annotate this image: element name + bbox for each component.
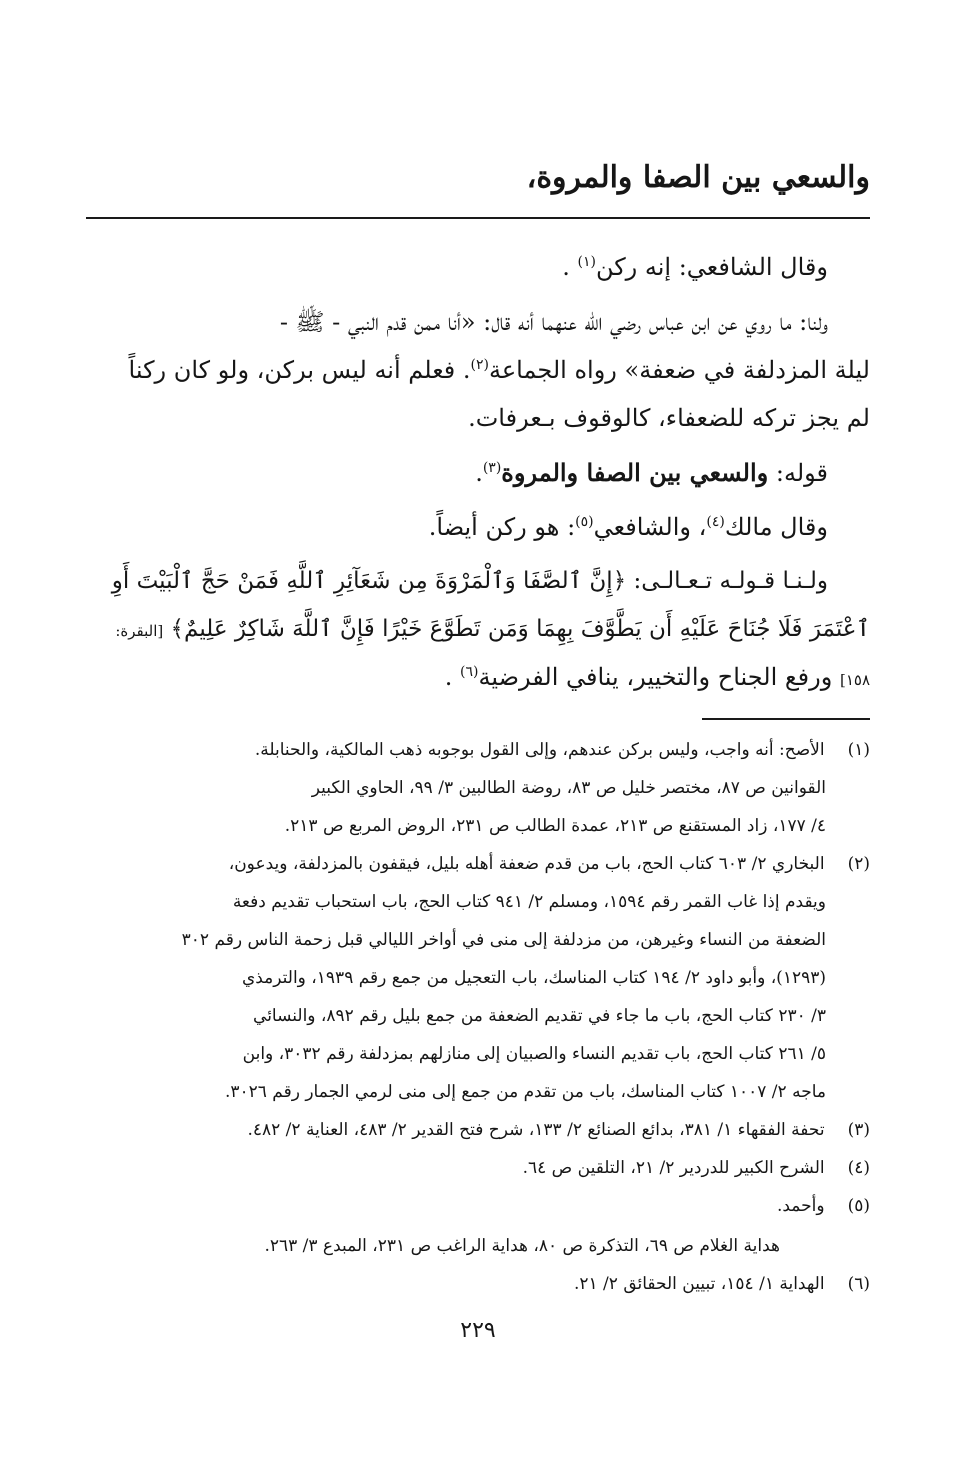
- paragraph-quran-line-1: [80, 557, 870, 605]
- footnote-2-line-6: [80, 1035, 870, 1073]
- footnote-text: ٣/ ٢٣٠ كتاب الحج، باب ما جاء في تقديم الضعفة من جمع بليل رقم ٨٩٢، والنسائي: [253, 1006, 826, 1026]
- body-text: ، والشافعي: [593, 513, 707, 541]
- footnote-text: ويقدم إذا غاب القمر رقم ١٥٩٤، ومسلم ٢/ ٩٤١ كتاب الحج، باب استحباب تقديم دفعة: [232, 892, 826, 912]
- footnote-2-line-7: [80, 1073, 870, 1111]
- footnote-1-line-1: [80, 731, 870, 769]
- footnote-rule: [702, 718, 870, 720]
- footnote-1-line-3: [80, 807, 870, 845]
- body-text: وقال الشافعي: إنه ركن: [595, 253, 828, 281]
- body-text: ولنا: ما روي عن ابن عباس رضي الله عنهما أنه قال: «أنا ممن قدم النبي - ﷺ -: [279, 308, 828, 336]
- footnote-text: القوانين ص ٨٧، مختصر خليل ص ٨٣، روضة الطالبين ٣/ ٩٩، الحاوي الكبير: [311, 778, 826, 798]
- paragraph-evidence-line-3: [80, 394, 870, 442]
- body-text: ليلة المزدلفة في ضعفة» رواه الجماعة: [488, 356, 870, 384]
- footnote-number: (٢): [847, 854, 870, 874]
- paragraph-evidence-line-1: [80, 298, 870, 346]
- footnote-text: الأصح: أنه واجب، وليس بركن عندهم، وإلى القول بوجوبه ذهب المالكية، والحنابلة.: [254, 740, 825, 760]
- footnote-1-line-2: [80, 769, 870, 807]
- footnote-number: (٤): [847, 1158, 870, 1178]
- body-text: قوله:: [775, 459, 828, 487]
- body-text: . فعلم أنه ليس بركن، ولو كان ركناً: [128, 356, 471, 384]
- header-rule: [86, 217, 870, 219]
- footnote-ref-2[interactable]: (٢): [470, 357, 489, 373]
- paragraph-shafii-opinion: [80, 243, 870, 291]
- paragraph-quran-line-2: [80, 605, 870, 653]
- footnote-text: الهداية ١/ ١٥٤، تبيين الحقائق ٢/ ٢١.: [573, 1274, 825, 1294]
- body-text: لم يجز تركه للضعفاء، كالوقوف بـعرفات.: [468, 404, 870, 432]
- footnote-text: ٤/ ١٧٧، زاد المستقنع ص ٢١٣، عمدة الطالب ص ٢٣١، الروض المربع ص ٢١٣.: [284, 816, 826, 836]
- footnote-text: تحفة الفقهاء ١/ ٣٨١، بدائع الصنائع ٢/ ١٣٣، شرح فتح القدير ٢/ ٤٨٣، العناية ٢/ ٤٨٢.: [247, 1120, 825, 1140]
- footnote-ref-6[interactable]: (٦): [460, 664, 479, 680]
- footnote-2-line-5: [80, 997, 870, 1035]
- footnote-text: ٥/ ٢٦١ كتاب الحج، باب تقديم النساء والصبيان إلى منازلهم بمزدلفة رقم ٣٠٣٢، وابن: [242, 1044, 826, 1064]
- footnote-text: وأحمد.: [776, 1196, 825, 1216]
- footnote-2-line-4: [80, 959, 870, 997]
- footnote-number: (١): [847, 740, 870, 760]
- footnote-5-continuation: [80, 1227, 870, 1265]
- page-number: ٢٢٩: [460, 1318, 496, 1343]
- footnote-ref-4[interactable]: (٤): [706, 514, 725, 530]
- quran-verse: ٱعْتَمَرَ فَلَا جُنَاحَ عَلَيْهِ أَن يَطَّوَّفَ بِهِمَا وَمَن تَطَوَّعَ خَيْرًا فَإِنَّ ٱللَّهَ شَاكِرٌ عَلِيمٌ﴾: [170, 616, 870, 642]
- body-text: .: [475, 459, 483, 487]
- footnote-text: البخاري ٢/ ٦٠٣ كتاب الحج، باب من قدم ضعفة أهله بليل، فيقفون بالمزدلفة، ويدعون،: [228, 854, 825, 874]
- quran-verse: ﴿إِنَّ ٱلصَّفَا وَٱلْمَرْوَةَ مِن شَعَآئِرِ ٱللَّهِ فَمَنْ حَجَّ ٱلْبَيْتَ أَوِ: [111, 568, 627, 594]
- body-text: .: [562, 253, 570, 281]
- surah-reference: [البقرة:: [115, 622, 164, 640]
- footnote-5: [80, 1187, 870, 1225]
- paragraph-evidence-line-2: [80, 346, 870, 394]
- footnote-number: (٣): [847, 1120, 870, 1140]
- body-text: .: [444, 663, 453, 691]
- body-text: ولـنـا قـولـه تـعـالـى:: [633, 568, 828, 594]
- footnote-ref-5[interactable]: (٥): [575, 514, 594, 530]
- paragraph-sai-heading: [80, 449, 870, 497]
- footnote-number: (٥): [847, 1196, 870, 1216]
- footnote-2-line-2: [80, 883, 870, 921]
- footnote-4: [80, 1149, 870, 1187]
- footnote-text: ماجه ٢/ ١٠٠٧ كتاب المناسك، باب من تقدم من جمع إلى منى لرمي الجمار رقم ٣٠٢٦.: [224, 1082, 826, 1102]
- footnote-3: [80, 1111, 870, 1149]
- footnote-6: [80, 1265, 870, 1303]
- body-text: ورفع الجناح والتخيير، ينافي الفرضية: [478, 663, 833, 691]
- bold-matn-text: والسعي بين الصفا والمروة: [501, 458, 769, 487]
- body-text: : هو ركن أيضاً.: [428, 513, 576, 541]
- footnote-text: هداية الغلام ص ٦٩، التذكرة ص ٨٠، هداية الراغب ص ٢٣١، المبدع ٣/ ٢٦٣.: [264, 1236, 780, 1256]
- footnote-ref-3[interactable]: (٣): [482, 460, 502, 476]
- footnote-text: الضعفة من النساء وغيرهن، من مزدلفة إلى منى في أواخر الليالي قبل زحمة الناس رقم ٣٠٢: [181, 930, 826, 950]
- footnote-2-line-3: [80, 921, 870, 959]
- paragraph-malik-opinion: [80, 503, 870, 551]
- footnote-ref-1[interactable]: (١): [577, 254, 596, 270]
- surah-reference: ١٥٨]: [839, 671, 870, 689]
- footnote-number: (٦): [847, 1274, 870, 1294]
- paragraph-quran-line-3: [80, 653, 870, 701]
- running-header: والسعي بين الصفا والمروة،: [526, 160, 870, 195]
- body-text: وقال مالك: [724, 513, 828, 541]
- footnote-text: الشرح الكبير للدردير ٢/ ٢١، التلقين ص ٦٤.: [522, 1158, 825, 1178]
- footnote-2-line-1: [80, 845, 870, 883]
- footnote-text: (١٢٩٣)، وأبو داود ٢/ ١٩٤ كتاب المناسك، باب التعجيل من جمع رقم ١٩٣٩، والترمذي: [241, 968, 826, 988]
